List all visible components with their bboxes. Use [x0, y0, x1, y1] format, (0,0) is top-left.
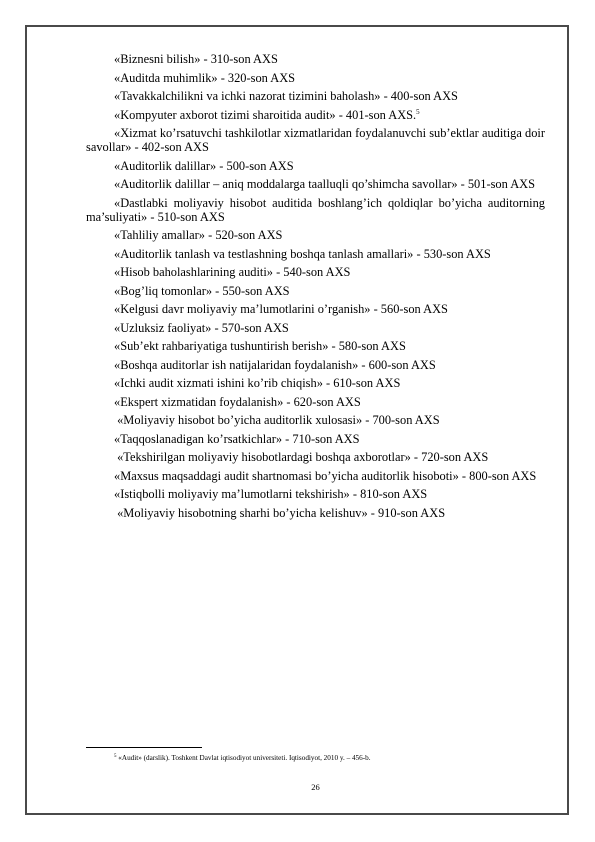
list-item: «Xizmat ko’rsatuvchi tashkilotlar xizmatlaridan foydalanuvchi sub’ektlar auditiga doir savollar» - 402-son AXS	[86, 126, 545, 154]
list-item: «Biznesni bilish» - 310-son AXS	[114, 52, 278, 66]
page-number: 26	[311, 782, 320, 792]
list-item: «Tavakkalchilikni va ichki nazorat tizimini baholash» - 400-son AXS	[114, 89, 458, 103]
document-body	[86, 52, 545, 524]
list-item: «Bog’liq tomonlar» - 550-son AXS	[114, 283, 290, 298]
list-item: «Auditda muhimlik» - 320-son AXS	[114, 70, 296, 85]
list-item: «Maxsus maqsaddagi audit shartnomasi bo’yicha auditorlik hisoboti» - 800-son AXS	[114, 468, 537, 483]
list-item: «Sub’ekt rahbariyatiga tushuntirish berish» - 580-son AXS	[114, 339, 406, 353]
list-item: «Tekshirilgan moliyaviy hisobotlardagi boshqa axborotlar» - 720-son AXS	[114, 450, 489, 464]
list-item-with-footnote	[86, 108, 545, 122]
footnote-divider	[86, 747, 202, 748]
list-item: «Moliyaviy hisobotning sharhi bo’yicha kelishuv» - 910-son AXS	[114, 505, 446, 520]
list-item: «Kelgusi davr moliyaviy ma’lumotlarini o’rganish» - 560-son AXS	[114, 302, 448, 316]
footnote-reference[interactable]: 5	[416, 107, 420, 116]
list-item: «Auditorlik tanlash va testlashning boshqa tanlash amallari» - 530-son AXS	[114, 246, 491, 261]
list-item: «Istiqbolli moliyaviy ma’lumotlarni tekshirish» - 810-son AXS	[114, 487, 428, 501]
list-item: «Moliyaviy hisobot bo’yicha auditorlik xulosasi» - 700-son AXS	[114, 413, 440, 427]
list-item: «Tahliliy amallar» - 520-son AXS	[114, 228, 283, 242]
footnote-number: 5	[114, 754, 117, 759]
list-item: «Dastlabki moliyaviy hisobot auditida boshlang’ich qoldiqlar bo’yicha auditorning ma’suliyati» - 510-son AXS	[86, 195, 545, 224]
list-item: «Uzluksiz faoliyat» - 570-son AXS	[114, 320, 289, 335]
list-item: «Auditorlik dalillar» - 500-son AXS	[114, 158, 294, 173]
list-item: «Boshqa auditorlar ish natijalaridan foydalanish» - 600-son AXS	[114, 357, 436, 372]
list-item-text: «Kompyuter axborot tizimi sharoitida audit» - 401-son AXS.	[114, 107, 417, 122]
list-item: «Ichki audit xizmati ishini ko’rib chiqish» - 610-son AXS	[114, 376, 401, 390]
list-item: «Auditorlik dalillar – aniq moddalarga taalluqli qo’shimcha savollar» - 501-son AXS	[114, 177, 535, 191]
list-item: «Hisob baholashlarining auditi» - 540-son AXS	[114, 265, 351, 279]
list-item: «Ekspert xizmatidan foydalanish» - 620-son AXS	[114, 394, 361, 409]
footnote	[114, 754, 544, 762]
list-item: «Taqqoslanadigan ko’rsatkichlar» - 710-son AXS	[114, 431, 360, 446]
footnote-text: «Audit» (darslik). Toshkent Davlat iqtisodiyot universiteti. Iqtisodiyot, 2010 y. – 456-b.	[118, 754, 371, 762]
